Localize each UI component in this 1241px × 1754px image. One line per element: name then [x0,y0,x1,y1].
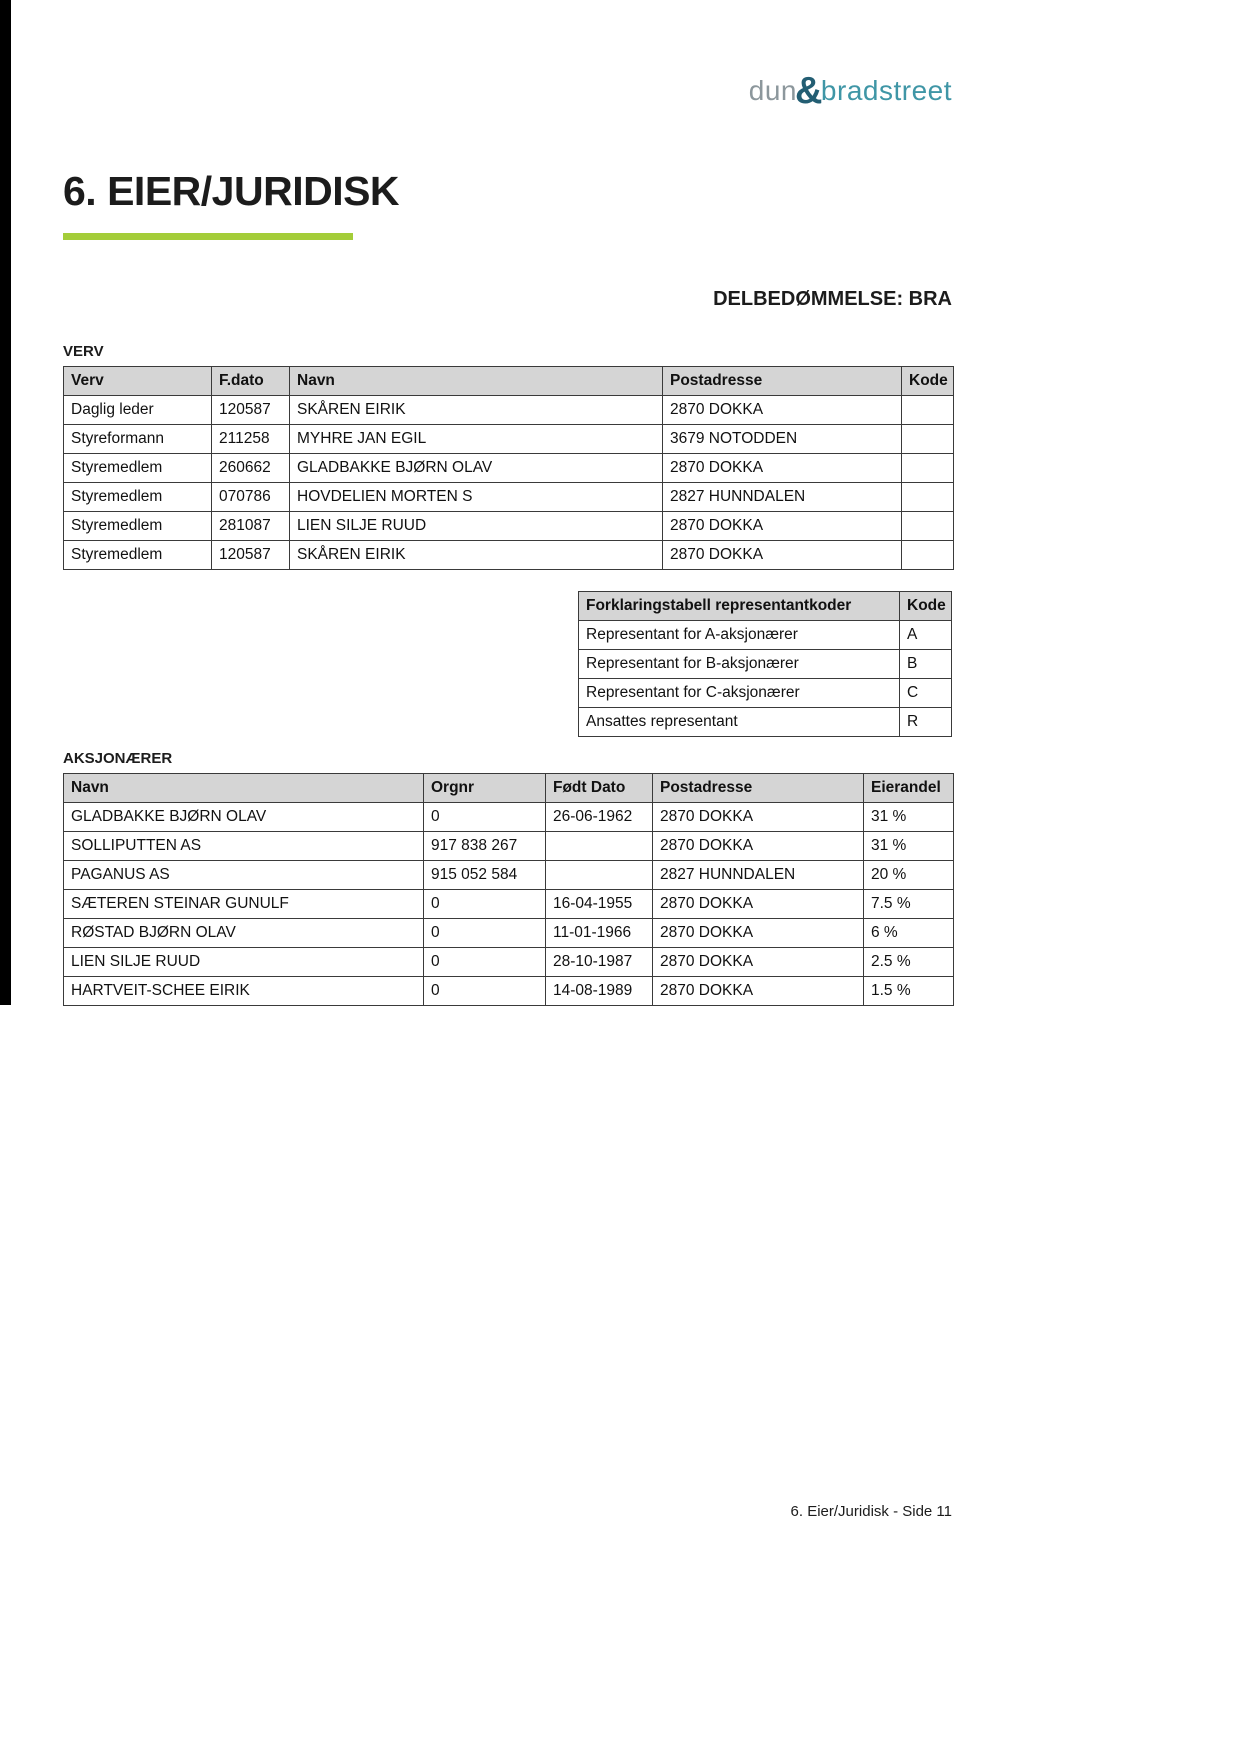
header-row [64,774,954,803]
table-cell: 2827 HUNNDALEN [653,861,864,890]
representant-codes-table [578,591,952,737]
table-row [64,541,954,570]
logo-ampersand-icon: & [794,70,823,112]
table-cell: Daglig leder [64,396,212,425]
table-cell: LIEN SILJE RUUD [290,512,663,541]
table-cell: HOVDELIEN MORTEN S [290,483,663,512]
table-cell: 915 052 584 [424,861,546,890]
table-cell: 2870 DOKKA [663,454,902,483]
table-cell: 26-06-1962 [546,803,653,832]
table-row [64,861,954,890]
table-row [579,679,952,708]
assessment-heading: DELBEDØMMELSE: BRA [713,288,952,310]
column-header: Postadresse [663,367,902,396]
column-header: Forklaringstabell representantkoder [579,592,900,621]
table-cell: 2870 DOKKA [653,890,864,919]
table-cell: SKÅREN EIRIK [290,396,663,425]
table-cell: 11-01-1966 [546,919,653,948]
table-cell: GLADBAKKE BJØRN OLAV [64,803,424,832]
column-header: Verv [64,367,212,396]
table-cell: SKÅREN EIRIK [290,541,663,570]
table-cell [902,541,954,570]
table-cell: Styremedlem [64,541,212,570]
table-cell: 14-08-1989 [546,977,653,1006]
verv-section-label: VERV [63,343,104,360]
table-cell: RØSTAD BJØRN OLAV [64,919,424,948]
column-header: Orgnr [424,774,546,803]
table-cell: Representant for A-aksjonærer [579,621,900,650]
table-cell: 6 % [864,919,954,948]
table-cell: 2827 HUNNDALEN [663,483,902,512]
table-cell: 20 % [864,861,954,890]
table-cell: SOLLIPUTTEN AS [64,832,424,861]
table-cell [546,832,653,861]
table-cell [902,425,954,454]
table-cell [546,861,653,890]
table-row [579,650,952,679]
table-cell: 16-04-1955 [546,890,653,919]
table-row [64,890,954,919]
table-cell: 120587 [212,396,290,425]
table-row [64,948,954,977]
table-cell: 2.5 % [864,948,954,977]
table-cell: 0 [424,803,546,832]
page-title: 6. EIER/JURIDISK [63,168,400,214]
table-cell [902,512,954,541]
table-cell: 31 % [864,803,954,832]
table-cell: 2870 DOKKA [663,512,902,541]
table-cell: 0 [424,890,546,919]
column-header: Født Dato [546,774,653,803]
table-cell: Styremedlem [64,454,212,483]
aksjonaerer-section-label: AKSJONÆRER [63,750,173,767]
table-cell: 2870 DOKKA [663,541,902,570]
table-cell: R [900,708,952,737]
table-cell: 31 % [864,832,954,861]
table-cell: 0 [424,977,546,1006]
table-cell: 2870 DOKKA [653,919,864,948]
table-cell: PAGANUS AS [64,861,424,890]
table-cell: 917 838 267 [424,832,546,861]
table-row [64,803,954,832]
table-row [64,425,954,454]
table-row [64,832,954,861]
column-header: Eierandel [864,774,954,803]
column-header: Navn [290,367,663,396]
table-cell [902,454,954,483]
header-row [64,367,954,396]
table-cell [902,396,954,425]
title-accent-rule [63,233,353,240]
logo-text-bradstreet: bradstreet [820,75,952,106]
table-row [64,483,954,512]
table-cell: 281087 [212,512,290,541]
table-cell: Ansattes representant [579,708,900,737]
table-cell: LIEN SILJE RUUD [64,948,424,977]
table-cell: 2870 DOKKA [653,803,864,832]
table-cell: 7.5 % [864,890,954,919]
table-cell: Styremedlem [64,512,212,541]
left-edge-bar [0,0,11,1005]
table-cell: Representant for C-aksjonærer [579,679,900,708]
table-row [64,454,954,483]
table-row [579,708,952,737]
column-header: F.dato [212,367,290,396]
table-cell: 2870 DOKKA [653,977,864,1006]
table-row [64,396,954,425]
logo-text-dun: dun [748,75,797,106]
column-header: Postadresse [653,774,864,803]
column-header: Kode [900,592,952,621]
table-cell: 2870 DOKKA [663,396,902,425]
table-cell: 2870 DOKKA [653,832,864,861]
table-cell: B [900,650,952,679]
page-footer: 6. Eier/Juridisk - Side 11 [790,1503,952,1520]
table-cell [902,483,954,512]
table-row [64,919,954,948]
column-header: Kode [902,367,954,396]
table-cell: A [900,621,952,650]
table-cell: 260662 [212,454,290,483]
table-cell: 3679 NOTODDEN [663,425,902,454]
table-cell: 1.5 % [864,977,954,1006]
table-row [579,621,952,650]
table-cell: 28-10-1987 [546,948,653,977]
table-cell: C [900,679,952,708]
table-cell: SÆTEREN STEINAR GUNULF [64,890,424,919]
table-cell: Styremedlem [64,483,212,512]
aksjonaerer-table [63,773,954,1006]
table-cell: Representant for B-aksjonærer [579,650,900,679]
table-cell: 070786 [212,483,290,512]
table-cell: 0 [424,919,546,948]
table-cell: 2870 DOKKA [653,948,864,977]
header-row [579,592,952,621]
table-row [64,977,954,1006]
table-cell: MYHRE JAN EGIL [290,425,663,454]
table-cell: HARTVEIT-SCHEE EIRIK [64,977,424,1006]
table-row [64,512,954,541]
dun-bradstreet-logo [749,68,952,111]
table-cell: 0 [424,948,546,977]
table-cell: GLADBAKKE BJØRN OLAV [290,454,663,483]
column-header: Navn [64,774,424,803]
verv-table [63,366,954,570]
table-cell: Styreformann [64,425,212,454]
table-cell: 120587 [212,541,290,570]
table-cell: 211258 [212,425,290,454]
